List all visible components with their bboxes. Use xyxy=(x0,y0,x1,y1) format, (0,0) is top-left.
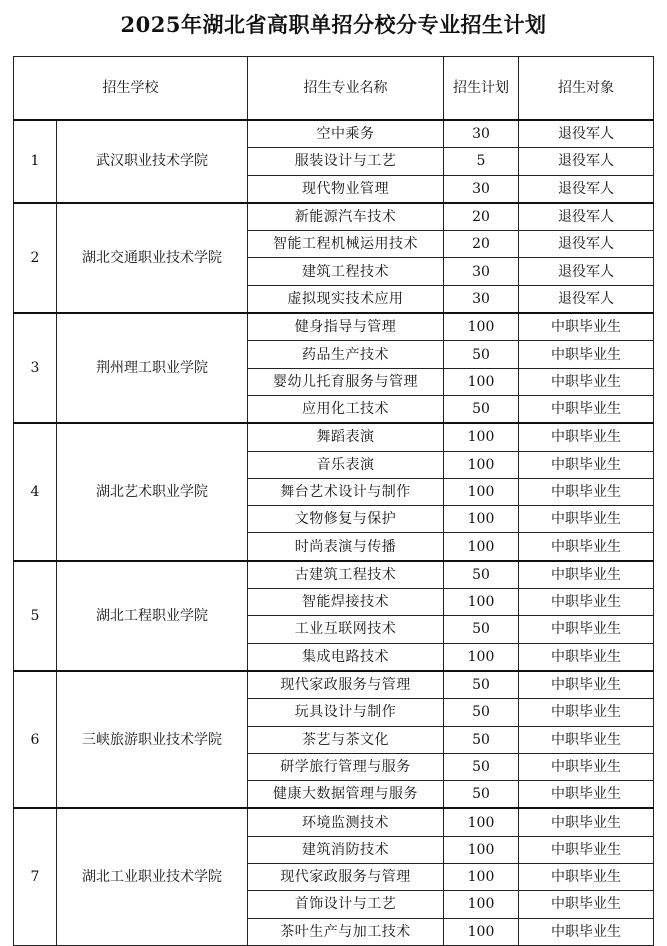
target-group: 退役军人 xyxy=(519,175,654,203)
school-number: 6 xyxy=(14,671,57,808)
major-name: 健身指导与管理 xyxy=(248,313,444,341)
major-name: 时尚表演与传播 xyxy=(248,533,444,561)
major-name: 智能工程机械运用技术 xyxy=(248,231,444,258)
school-name: 湖北工程职业学院 xyxy=(57,561,248,671)
target-group: 退役军人 xyxy=(519,231,654,258)
major-name: 文物修复与保护 xyxy=(248,506,444,533)
plan-count: 100 xyxy=(444,313,519,341)
school-number: 4 xyxy=(14,423,57,560)
plan-count: 50 xyxy=(444,395,519,423)
table-header-row xyxy=(14,57,654,121)
major-name: 新能源汽车技术 xyxy=(248,203,444,231)
plan-count: 30 xyxy=(444,258,519,285)
header-plan: 招生计划 xyxy=(444,57,519,121)
table-row xyxy=(14,808,654,836)
major-name: 服装设计与工艺 xyxy=(248,148,444,175)
target-group: 中职毕业生 xyxy=(519,918,654,945)
plan-count: 100 xyxy=(444,836,519,863)
plan-count: 100 xyxy=(444,533,519,561)
plan-count: 30 xyxy=(444,120,519,148)
school-number: 2 xyxy=(14,203,57,313)
target-group: 中职毕业生 xyxy=(519,451,654,478)
plan-count: 50 xyxy=(444,726,519,753)
plan-count: 100 xyxy=(444,368,519,395)
major-name: 古建筑工程技术 xyxy=(248,561,444,589)
target-group: 中职毕业生 xyxy=(519,423,654,451)
plan-count: 50 xyxy=(444,671,519,699)
major-name: 智能焊接技术 xyxy=(248,589,444,616)
school-name: 湖北交通职业技术学院 xyxy=(57,203,248,313)
target-group: 中职毕业生 xyxy=(519,781,654,809)
plan-count: 100 xyxy=(444,864,519,891)
target-group: 退役军人 xyxy=(519,203,654,231)
target-group: 中职毕业生 xyxy=(519,395,654,423)
plan-count: 100 xyxy=(444,808,519,836)
table-row xyxy=(14,561,654,589)
plan-count: 100 xyxy=(444,423,519,451)
school-number: 7 xyxy=(14,808,57,945)
target-group: 中职毕业生 xyxy=(519,616,654,643)
major-name: 建筑消防技术 xyxy=(248,836,444,863)
major-name: 婴幼儿托育服务与管理 xyxy=(248,368,444,395)
target-group: 中职毕业生 xyxy=(519,808,654,836)
table-row xyxy=(14,671,654,699)
header-major: 招生专业名称 xyxy=(248,57,444,121)
major-name: 舞蹈表演 xyxy=(248,423,444,451)
plan-count: 5 xyxy=(444,148,519,175)
target-group: 中职毕业生 xyxy=(519,341,654,368)
school-name: 武汉职业技术学院 xyxy=(57,120,248,203)
target-group: 中职毕业生 xyxy=(519,589,654,616)
target-group: 中职毕业生 xyxy=(519,699,654,726)
target-group: 中职毕业生 xyxy=(519,726,654,753)
major-name: 健康大数据管理与服务 xyxy=(248,781,444,809)
page-title: 2025年湖北省高职单招分校分专业招生计划 xyxy=(120,12,547,37)
table-row xyxy=(14,313,654,341)
major-name: 首饰设计与工艺 xyxy=(248,891,444,918)
target-group: 中职毕业生 xyxy=(519,753,654,780)
table-row xyxy=(14,203,654,231)
target-group: 中职毕业生 xyxy=(519,561,654,589)
header-school: 招生学校 xyxy=(14,57,248,121)
school-number: 5 xyxy=(14,561,57,671)
target-group: 退役军人 xyxy=(519,120,654,148)
target-group: 退役军人 xyxy=(519,258,654,285)
target-group: 中职毕业生 xyxy=(519,836,654,863)
major-name: 音乐表演 xyxy=(248,451,444,478)
major-name: 药品生产技术 xyxy=(248,341,444,368)
target-group: 中职毕业生 xyxy=(519,671,654,699)
enrollment-plan-table xyxy=(13,56,654,946)
plan-count: 100 xyxy=(444,643,519,671)
major-name: 茶叶生产与加工技术 xyxy=(248,918,444,945)
target-group: 中职毕业生 xyxy=(519,313,654,341)
plan-count: 50 xyxy=(444,561,519,589)
plan-count: 50 xyxy=(444,616,519,643)
major-name: 虚拟现实技术应用 xyxy=(248,285,444,313)
major-name: 应用化工技术 xyxy=(248,395,444,423)
major-name: 茶艺与茶文化 xyxy=(248,726,444,753)
table-row xyxy=(14,120,654,148)
header-target: 招生对象 xyxy=(519,57,654,121)
target-group: 退役军人 xyxy=(519,148,654,175)
school-number: 1 xyxy=(14,120,57,203)
major-name: 环境监测技术 xyxy=(248,808,444,836)
plan-count: 20 xyxy=(444,231,519,258)
plan-count: 20 xyxy=(444,203,519,231)
major-name: 现代家政服务与管理 xyxy=(248,864,444,891)
target-group: 中职毕业生 xyxy=(519,478,654,505)
plan-count: 100 xyxy=(444,506,519,533)
target-group: 中职毕业生 xyxy=(519,891,654,918)
major-name: 现代家政服务与管理 xyxy=(248,671,444,699)
table-row xyxy=(14,423,654,451)
major-name: 研学旅行管理与服务 xyxy=(248,753,444,780)
school-number: 3 xyxy=(14,313,57,423)
plan-count: 30 xyxy=(444,175,519,203)
plan-count: 50 xyxy=(444,753,519,780)
target-group: 中职毕业生 xyxy=(519,643,654,671)
major-name: 建筑工程技术 xyxy=(248,258,444,285)
target-group: 中职毕业生 xyxy=(519,368,654,395)
plan-count: 100 xyxy=(444,478,519,505)
major-name: 现代物业管理 xyxy=(248,175,444,203)
major-name: 玩具设计与制作 xyxy=(248,699,444,726)
school-name: 湖北艺术职业学院 xyxy=(57,423,248,560)
major-name: 舞台艺术设计与制作 xyxy=(248,478,444,505)
target-group: 中职毕业生 xyxy=(519,533,654,561)
plan-count: 100 xyxy=(444,918,519,945)
school-name: 三峡旅游职业技术学院 xyxy=(57,671,248,808)
plan-count: 100 xyxy=(444,589,519,616)
target-group: 中职毕业生 xyxy=(519,506,654,533)
plan-count: 100 xyxy=(444,451,519,478)
major-name: 工业互联网技术 xyxy=(248,616,444,643)
major-name: 空中乘务 xyxy=(248,120,444,148)
plan-count: 50 xyxy=(444,699,519,726)
major-name: 集成电路技术 xyxy=(248,643,444,671)
target-group: 中职毕业生 xyxy=(519,864,654,891)
table-body xyxy=(14,120,654,945)
plan-count: 50 xyxy=(444,781,519,809)
plan-count: 30 xyxy=(444,285,519,313)
plan-count: 50 xyxy=(444,341,519,368)
plan-count: 100 xyxy=(444,891,519,918)
target-group: 退役军人 xyxy=(519,285,654,313)
school-name: 荆州理工职业学院 xyxy=(57,313,248,423)
school-name: 湖北工业职业技术学院 xyxy=(57,808,248,945)
